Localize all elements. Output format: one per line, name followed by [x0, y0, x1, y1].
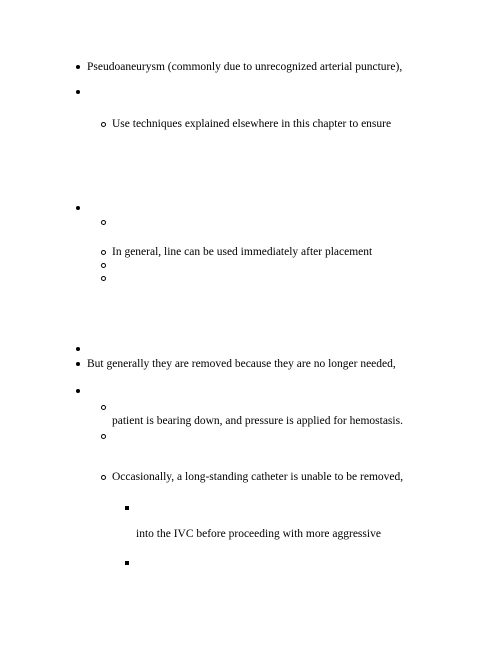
list-item-text: Use techniques explained elsewhere in this chapter to ensure: [112, 118, 392, 130]
circle-bullet-icon: [101, 220, 106, 225]
list-item-text: Pseudoaneurysm (commonly due to unrecognized arterial puncture),: [87, 61, 403, 73]
disc-bullet-icon: [76, 362, 80, 366]
square-bullet-icon: [125, 561, 129, 565]
circle-bullet-icon: [101, 475, 106, 480]
circle-bullet-icon: [101, 405, 106, 410]
circle-bullet-icon: [101, 122, 106, 127]
circle-bullet-icon: [101, 250, 106, 255]
disc-bullet-icon: [76, 90, 80, 94]
circle-bullet-icon: [101, 434, 106, 439]
list-item-text: But generally they are removed because they are no longer needed,: [87, 358, 396, 370]
circle-bullet-icon: [101, 263, 106, 268]
disc-bullet-icon: [76, 389, 80, 393]
disc-bullet-icon: [76, 65, 80, 69]
list-item-text: Occasionally, a long-standing catheter is unable to be removed,: [112, 471, 404, 483]
paragraph-text: into the IVC before proceeding with more aggressive: [136, 528, 381, 540]
paragraph-text: patient is bearing down, and pressure is applied for hemostasis.: [112, 415, 403, 427]
disc-bullet-icon: [76, 347, 80, 351]
list-item-text: In general, line can be used immediately after placement: [112, 246, 373, 258]
square-bullet-icon: [125, 506, 129, 510]
circle-bullet-icon: [101, 276, 106, 281]
disc-bullet-icon: [76, 206, 80, 210]
